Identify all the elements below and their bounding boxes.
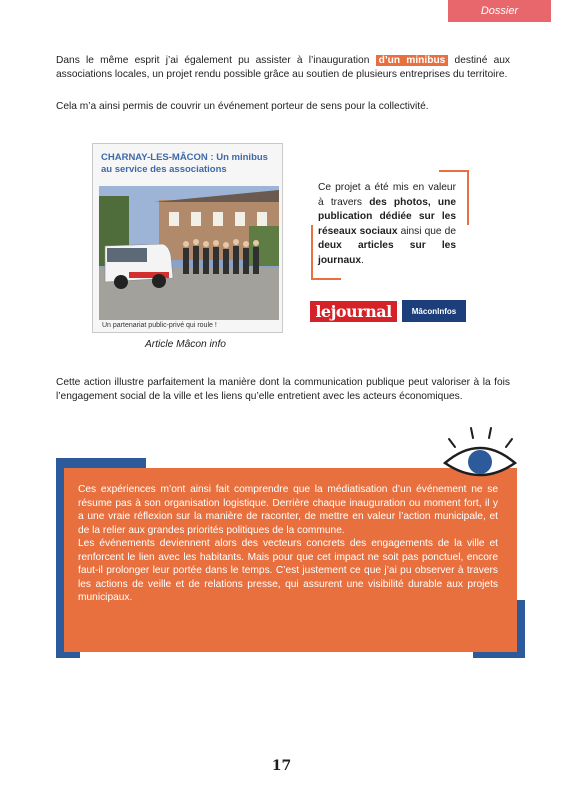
eye-icon [435, 425, 525, 487]
note-text-2: ainsi que de [397, 225, 456, 237]
article-card-caption: Un partenariat public-privé qui roule ! [102, 322, 217, 329]
intro-text-start: Dans le même esprit j’ai également pu assister à l’inauguration [56, 55, 376, 66]
note-bold-2: deux articles sur les journaux [318, 240, 456, 266]
figure-caption: Article Mâcon info [145, 339, 226, 350]
article-card [92, 143, 283, 333]
page-number: 17 [271, 758, 292, 774]
intro-line-2: Cela m’a ainsi permis de couvrir un événement porteur de sens pour la collectivité. [56, 101, 429, 112]
callout-paragraph-1: Ces expériences m’ont ainsi fait comprendre que la médiatisation d’un événement ne se résume pas à son organisation logistique. Derrière chaque inauguration ou moment fort, il y a une vraie réflexion sur la manière de raconter, de mettre en valeur l’action municipale, et de la relier aux grandes priorités politiques de la commune. [78, 484, 498, 536]
callout-text [78, 483, 498, 605]
note-text-3: . [361, 254, 364, 266]
minibus-photo-illustration [99, 186, 279, 320]
macon-infos-logo-text: MâconInfos [411, 306, 457, 316]
lejournal-logo: lejournal [310, 301, 397, 322]
article-photo [99, 186, 279, 320]
macon-infos-logo [402, 300, 466, 322]
section-tag: Dossier [448, 0, 551, 22]
note-bold-1: des photos, une publication dédiée sur les réseaux sociaux [318, 196, 457, 237]
intro-text-end: destiné aux associations locales, un projet rendu possible grâce au soutien de plusieurs entreprises du territoire. [56, 55, 511, 80]
intro-paragraph [56, 54, 510, 81]
conclusion-paragraph: Cette action illustre parfaitement la manière dont la communication publique peut valoriser à la fois l’engagement social de la ville et les liens qu’elle entretient avec les acteurs économiques. [56, 377, 510, 402]
highlight-note [318, 181, 456, 268]
note-text-1: Ce projet a été mis en valeur à travers [318, 182, 456, 208]
article-card-title: CHARNAY-LES-MÂCON : Un minibus au service des associations [101, 152, 268, 175]
intro-highlight: d’un minibus [376, 55, 449, 66]
callout-paragraph-2: Les événements deviennent alors des vecteurs concrets des engagements de la ville et renforcent le lien avec les habitants. Mais pour que cet impact ne soit pas ponctuel, encore faut-il prolonger leur portée dans le temps. C’est justement ce que j’ai pu observer à travers les actions de veille et de relations presse, qui assurent une visibilité durable aux projets municipaux. [78, 538, 498, 603]
